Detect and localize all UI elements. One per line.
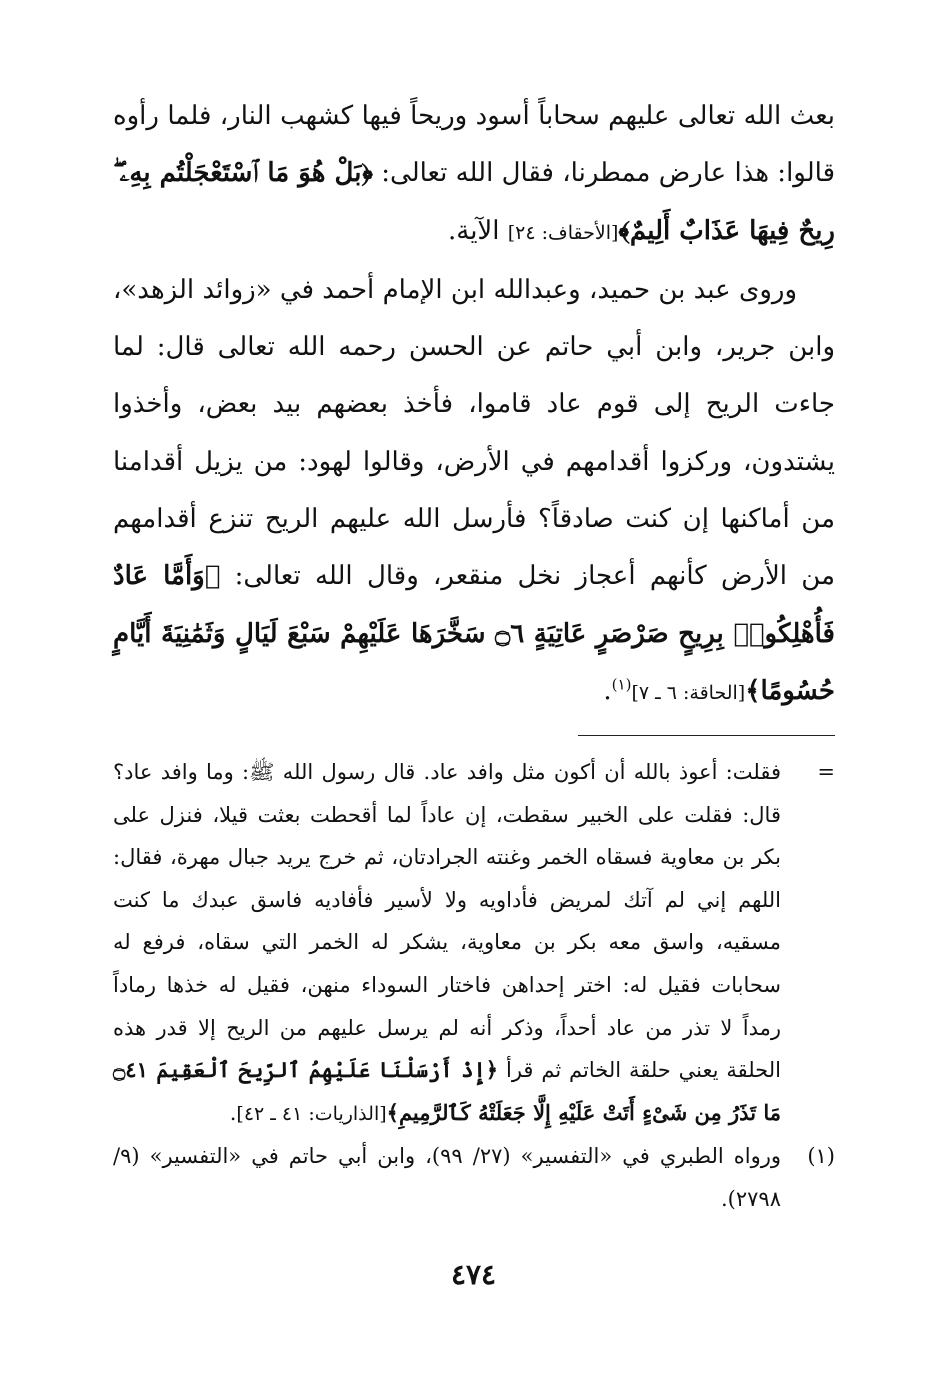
footnote-continuation-text: فقلت: أعوذ بالله أن أكون مثل وافد عاد. قال رسول الله ﷺ: وما وافد عاد؟ قال: فقلت على الخبير سقطت، إن عاداً لما أقحطت بعثت قيلا، فنزل على بكر بن معاوية فسقاه الخمر وغنته الجرادتان، ثم خرج يريد جبال مهرة، فقال: اللهم إني لم آتك لمريض فأداويه ولا لأسير فأفاديه فاسق عبدك ما كنت مسقيه، واسق معه بكر بن معاوية، يشكر له الخمر التي سقاه، فرفع له سحابات فقيل له: اختر إحداهن فاختار السوداء منهن، فقيل له خذها رماداً رمداً لا تذر من عاد أحداً، وذكر أنه لم يرسل عليهم من الريح إلا قدر هذه الحلقة يعني حلقة الخاتم ثم قرأ [113,760,781,1083]
footnote-continuation [113,751,835,1135]
quran-verse-haqqa: ﴿وَأَمَّا عَادٌ فَأُهْلِكُوا۟ بِرِيحٍ صَرْصَرٍ عَاتِيَةٍ ۝٦ سَخَّرَهَا عَلَيْهِمْ سَبْعَ لَيَالٍ وَثَمَٰنِيَةَ أَيَّامٍ حُسُومًا﴾ [113,561,835,706]
main-text [113,88,835,722]
quran-verse-ahqaf: ﴿بَلْ هُوَ مَا ٱسْتَعْجَلْتُم بِهِۦ ۖ رِيحٌ فِيهَا عَذَابٌ أَلِيمٌ﴾ [113,158,835,246]
footnote-1 [113,1135,835,1220]
footnotes [113,751,835,1221]
footnote-reference-1: (١) [611,675,632,694]
paragraph-2-ending: . [603,675,612,706]
footnote-1-text: ورواه الطبري في «التفسير» (٢٧/ ٩٩)، وابن أبي حاتم في «التفسير» (٩/ ٢٧٩٨). [113,1144,781,1211]
footnote-continuation-ending: . [229,1100,237,1125]
footnote-1-marker: (١) [807,1144,835,1169]
paragraph-1 [113,88,835,262]
verse-reference-ahqaf: [الأحقاف: ٢٤] [507,221,619,244]
verse-reference-dhariyat: [الذاريات: ٤١ ـ ٤٢] [236,1102,387,1125]
quran-verse-dhariyat: ﴿إِذْ أَرْسَلْنَا عَلَيْهِمُ ٱلرِّيحَ ٱلْعَقِيمَ ۝٤١ مَا تَذَرُ مِن شَىْءٍ أَتَتْ عَلَيْهِ إِلَّا جَعَلَتْهُ كَٱلرَّمِيمِ﴾ [113,1057,781,1125]
page-number: ٤٧٤ [450,1258,497,1291]
paragraph-1-ending: الآية. [447,215,508,246]
paragraph-1-text: بعث الله تعالى عليهم سحاباً أسود وريحاً فيها كشهب النار، فلما رأوه قالوا: هذا عارض ممطرنا، فقال الله تعالى: [113,101,835,189]
paragraph-2 [113,262,835,722]
continuation-marker: = [817,760,835,784]
footnote-continuation-body [113,751,793,1135]
verse-reference-haqqa: [الحاقة: ٦ ـ ٧] [631,681,746,704]
paragraph-2-text: وروى عبد بن حميد، وعبدالله ابن الإمام أحمد في «زوائد الزهد»، وابن جرير، وابن أبي حاتم عن الحسن رحمه الله تعالى قال: لما جاءت الريح إلى قوم عاد قاموا، فأخذ بعضهم بيد بعض، وأخذوا يشتدون، وركزوا أقدامهم في الأرض، وقالوا لهود: من يزيل أقدامنا من أماكنها إن كنت صادقاً؟ فأرسل الله عليهم الريح تنزع أقدامهم من الأرض كأنهم أعجاز نخل منقعر، وقال الله تعالى: [113,274,836,592]
footnote-separator [578,735,835,736]
